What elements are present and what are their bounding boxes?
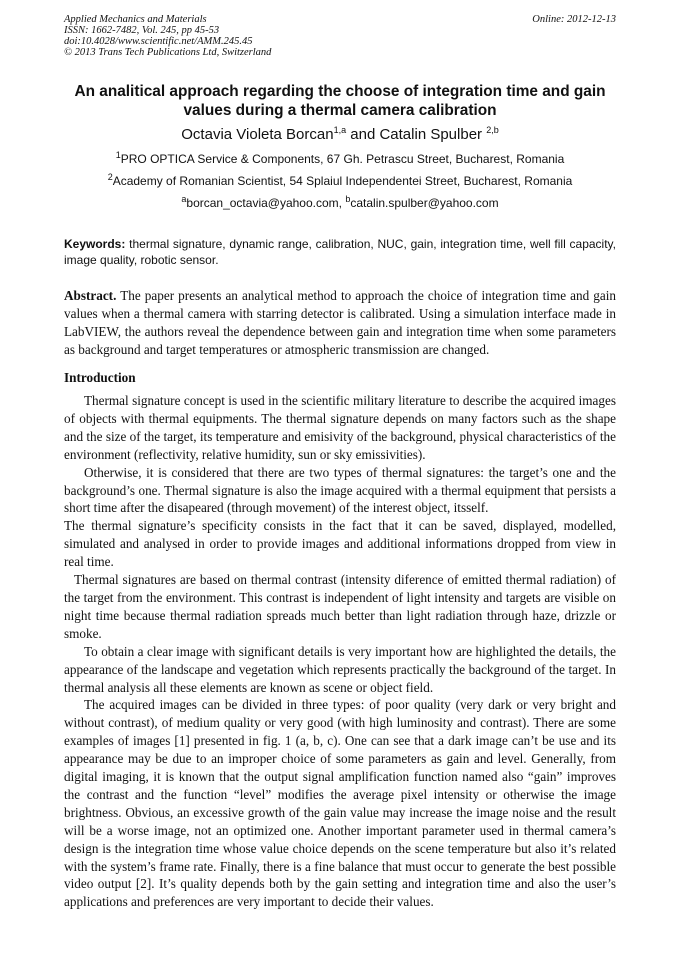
paragraph: The acquired images can be divided in three types: of poor quality (very dark or very bright and without contrast), of medium quality or very good (with high luminosity and contrast). There are some examples of images [1] presented in fig. 1 (a, b, c). One can see that a dark image can’t be use and its appearance may be due to an improper choice of some parameters as gain and level. Generally, from digital imaging, it is known that the output signal amplification function named also “gain” improves the contrast and the function “level” modifies the average pixel intensity or otherwise the image brightness. Obvious, an excessive growth of the gain value may increase the image noise and the result will be a worse image, not an optimized one. Another important parameter used in thermal camera’s design is the integration time whose value choice depends on the scene temperature but also it’s related with the system’s frame rate. Finally, there is a fine balance that must occur to generate the best possible video output [2]. It’s quality depends both by the gain setting and integration time and also the user’s applications and preferences are very important to decide their values. <box>64 697 616 910</box>
paragraph: Otherwise, it is considered that there are two types of thermal signatures: the target’s one and the background’s one. Thermal signature is also the image acquired with a thermal equipment that persists a short time after the disapeared (through movement) of the interest object, itsself. <box>64 464 616 516</box>
author-line <box>64 125 616 143</box>
doi-line: doi:10.4028/www.scientific.net/AMM.245.45 <box>64 36 253 47</box>
paragraph: Thermal signature concept is used in the scientific military literature to describe the acquired images of objects with thermal equipments. The thermal signature depends on many factors such as the shape and the size of the target, its temperature and emisivity of the background, physical characteristics of the environment (reflectivity, relative humidity, sun or sky emissivities). <box>64 393 616 462</box>
email-line <box>64 194 616 210</box>
online-date: Online: 2012-12-13 <box>532 14 616 25</box>
keywords <box>64 236 616 268</box>
email-b-sup: b <box>345 194 351 204</box>
paragraph: To obtain a clear image with significant details is very important how are highlighted the details, the appearance of the landscape and vegetation which represents practically the background of the target. In thermal analysis all these elements are known as scene or object field. <box>64 643 616 695</box>
abstract <box>64 287 616 359</box>
paragraph: The thermal signature’s specificity consists in the fact that it can be saved, displayed, modelled, simulated and analysed in order to provide images and additional informations dropped from view in real time. <box>64 518 616 570</box>
affiliation-1-sup: 1 <box>115 150 121 160</box>
affiliation-1 <box>64 150 616 166</box>
author-and: and <box>346 126 380 143</box>
affiliation-1-text: PRO OPTICA Service & Components, 67 Gh. Petrascu Street, Bucharest, Romania <box>120 152 565 166</box>
email-a[interactable]: borcan_octavia@yahoo.com, <box>186 196 346 210</box>
keywords-text: thermal signature, dynamic range, calibration, NUC, gain, integration time, well fill capacity, image quality, robotic sensor. <box>64 237 616 267</box>
affiliation-2 <box>64 172 616 188</box>
journal-header <box>64 14 616 58</box>
affiliation-2-text: Academy of Romanian Scientist, 54 Splaiul Independentei Street, Bucharest, Romania <box>112 174 573 188</box>
introduction-body <box>64 392 616 911</box>
author-1: Octavia Violeta Borcan <box>181 126 334 143</box>
email-a-sup: a <box>181 194 187 204</box>
author-2-sup: 2,b <box>486 125 499 135</box>
abstract-text: The paper presents an analytical method to approach the choice of integration time and gain values when a thermal camera with starring detector is calibrated. Using a simulation interface made in LabVIEW, the authors reveal the dependence between gain and integration time when some parameters as background and target temperatures or atmospheric transmission are changed. <box>64 288 616 357</box>
keywords-label: Keywords: <box>64 237 126 251</box>
affiliation-2-sup: 2 <box>107 172 113 182</box>
author-2: Catalin Spulber <box>379 126 487 143</box>
email-b[interactable]: catalin.spulber@yahoo.com <box>350 196 499 210</box>
abstract-label: Abstract. <box>64 288 117 303</box>
paper-title: An analitical approach regarding the choose of integration time and gain values during a thermal camera calibration <box>74 83 606 119</box>
copyright-line: © 2013 Trans Tech Publications Ltd, Switzerland <box>64 47 272 58</box>
section-heading-introduction: Introduction <box>64 370 136 385</box>
journal-name: Applied Mechanics and Materials <box>64 14 207 25</box>
issn-line: ISSN: 1662-7482, Vol. 245, pp 45-53 <box>64 25 220 36</box>
author-1-sup: 1,a <box>333 125 347 135</box>
paragraph: Thermal signatures are based on thermal contrast (intensity diference of emitted thermal radiation) of the target from the environment. This contrast is independent of light intensity and targets are visible on night time because thermal radiation spreads much better than light radiation through haze, drizzle or smoke. <box>64 572 616 641</box>
